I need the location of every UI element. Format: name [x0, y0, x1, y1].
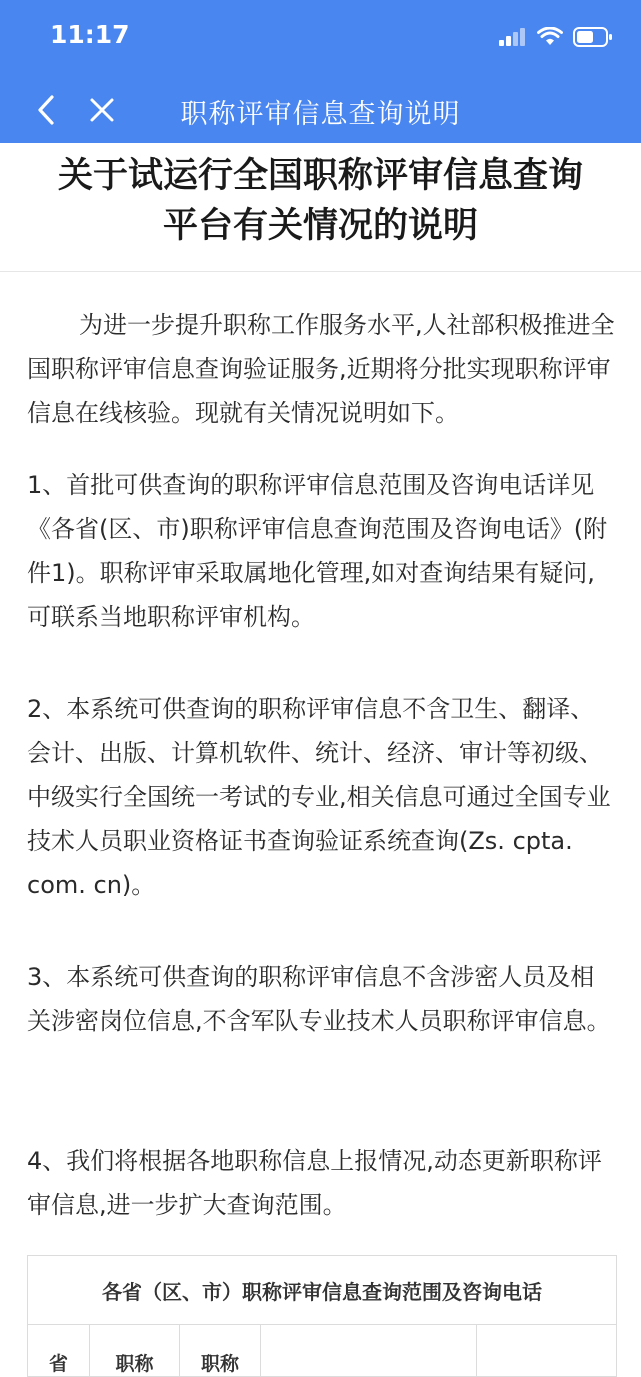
- list-item: 2、本系统可供查询的职称评审信息不含卫生、翻译、会计、出版、计算机软件、统计、经济、审计等初级、中级实行全国统一考试的专业,相关信息可通过全国专业技术人员职业资格证书查询验证系统查询(Zs. cpta. com. cn)。: [27, 695, 611, 899]
- signal-icon: [499, 28, 527, 46]
- status-icons: [499, 26, 613, 48]
- article-title: [20, 151, 621, 251]
- article-title-line-1: 关于试运行全国职称评审信息查询: [57, 156, 583, 196]
- status-time: 11:17: [50, 20, 130, 49]
- article: [0, 143, 641, 1375]
- table-column-header: 职称: [180, 1325, 261, 1376]
- list-item: 4、我们将根据各地职称信息上报情况,动态更新职称评审信息,进一步扩大查询范围。: [27, 1147, 602, 1219]
- attachment-table: [27, 1255, 617, 1377]
- battery-icon: [573, 27, 613, 47]
- table-column-header: 职称: [90, 1325, 180, 1376]
- intro-text: 为进一步提升职称工作服务水平,人社部积极推进全国职称评审信息查询验证服务,近期将分批实现职称评审信息在线核验。现就有关情况说明如下。: [27, 311, 615, 427]
- wifi-icon: [537, 27, 563, 47]
- article-title-line-2: 平台有关情况的说明: [162, 206, 478, 246]
- nav-bar: [0, 76, 641, 143]
- table-title: 各省（区、市）职称评审信息查询范围及咨询电话: [28, 1256, 616, 1325]
- article-title-block: [0, 143, 641, 272]
- app-header: [0, 0, 641, 143]
- table-column-header: [261, 1325, 477, 1376]
- table-column-header: 省: [28, 1325, 90, 1376]
- list-item: 1、首批可供查询的职称评审信息范围及咨询电话详见《各省(区、市)职称评审信息查询范围及咨询电话》(附件1)。职称评审采取属地化管理,如对查询结果有疑问,可联系当地职称评审机构。: [27, 471, 608, 631]
- list-item: 3、本系统可供查询的职称评审信息不含涉密人员及相关涉密岗位信息,不含军队专业技术人员职称评审信息。: [27, 963, 611, 1035]
- intro-paragraph: [27, 303, 617, 435]
- nav-title: 职称评审信息查询说明: [180, 99, 461, 130]
- status-bar: [0, 0, 641, 76]
